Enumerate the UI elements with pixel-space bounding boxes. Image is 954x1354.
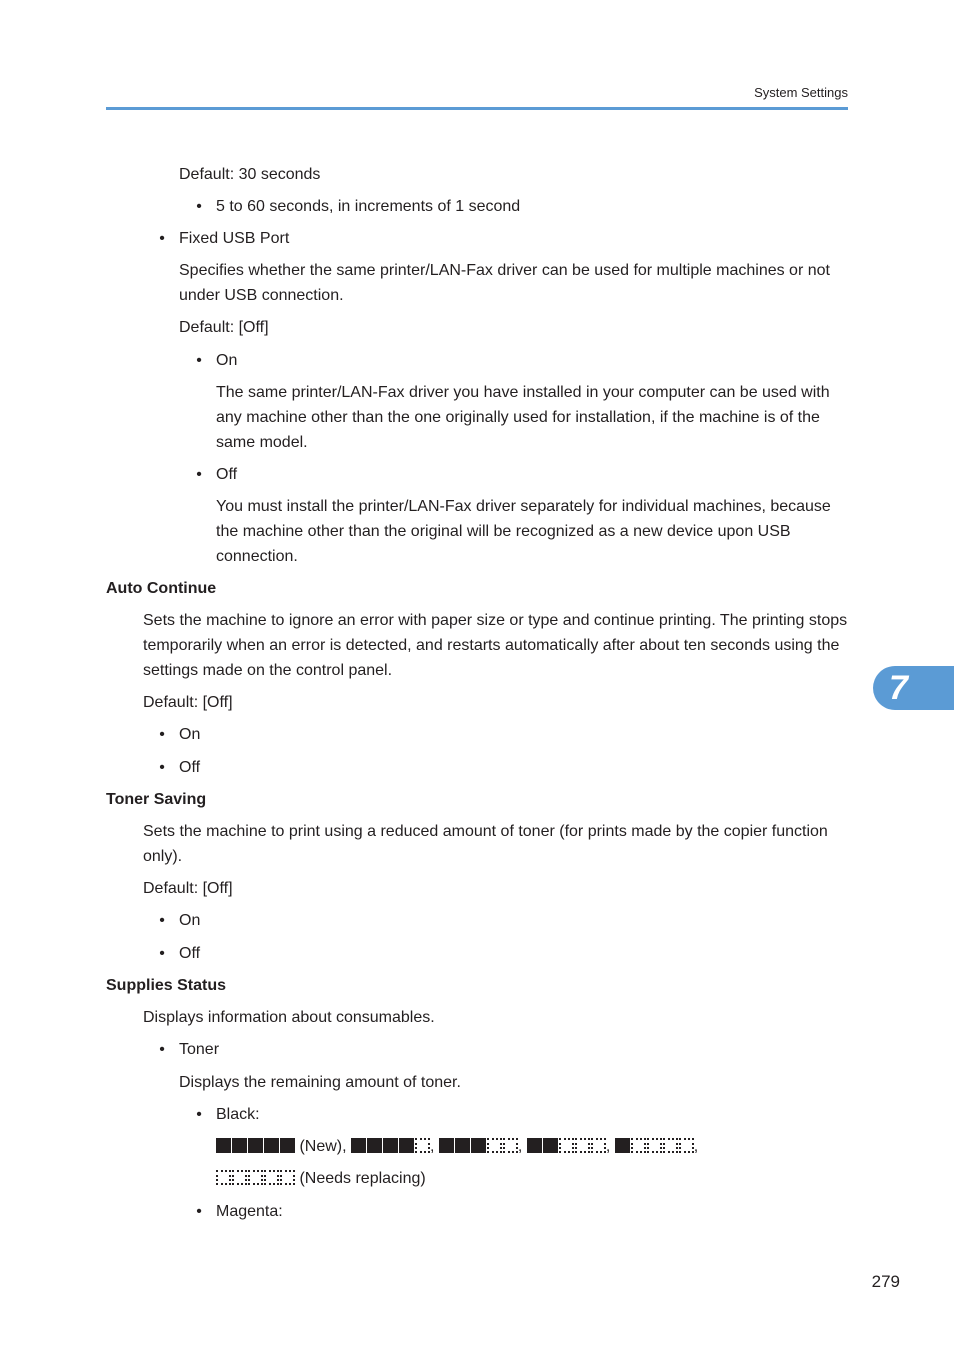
separator: , [430,1138,435,1155]
bullet-icon: • [159,230,165,247]
toner-filled-segment-icon [248,1138,263,1153]
paragraph-line: the machine other than the original will be recognized as a new device upon USB [216,523,791,540]
list-item: Black: [216,1106,260,1123]
default-value: Default: [Off] [143,694,233,711]
list-item: On [179,726,201,743]
paragraph-line: any machine other than the one originally used for installation, if the machine is of the [216,409,820,426]
separator: , [693,1138,699,1155]
toner-filled-segment-icon [455,1138,470,1153]
toner-empty-segment-icon [415,1138,430,1153]
toner-empty-segment-icon [679,1138,694,1153]
toner-filled-segment-icon [264,1138,279,1153]
list-item: On [216,352,238,369]
toner-empty-segment-icon [248,1170,263,1185]
list-item: On [179,912,201,929]
toner-empty-segment-icon [575,1138,590,1153]
paragraph-line: Specifies whether the same printer/LAN-Fax driver can be used for multiple machines or not [179,262,830,279]
paragraph-line: Displays information about consumables. [143,1009,435,1026]
list-item: Off [179,945,201,962]
needs-replacing-label: (Needs replacing) [299,1170,426,1187]
list-item: Fixed USB Port [179,230,290,247]
toner-gauge-icon [527,1138,606,1153]
toner-filled-segment-icon [399,1138,414,1153]
separator: , [605,1138,611,1155]
paragraph-line: same model. [216,434,308,451]
toner-empty-segment-icon [647,1138,662,1153]
toner-gauge-row-1 [216,1137,698,1157]
toner-gauge-icon [615,1138,694,1153]
paragraph-line: settings made on the control panel. [143,662,393,679]
toner-empty-segment-icon [216,1170,231,1185]
toner-empty-segment-icon [280,1170,295,1185]
paragraph-line: You must install the printer/LAN-Fax driver separately for individual machines, because [216,498,831,515]
paragraph-line: connection. [216,548,298,565]
default-value: Default: 30 seconds [179,166,321,183]
new-label: (New), [299,1138,347,1155]
toner-gauge-icon [216,1138,295,1153]
bullet-icon: • [159,945,165,962]
toner-empty-segment-icon [503,1138,518,1153]
toner-gauge-row-2 [216,1169,426,1189]
section-heading: Supplies Status [106,977,227,994]
paragraph-line: Sets the machine to ignore an error with paper size or type and continue printing. The printing stops [143,612,848,629]
section-heading: Auto Continue [106,580,217,597]
bullet-icon: • [159,912,165,929]
toner-gauge-icon [439,1138,518,1153]
default-value: Default: [Off] [143,880,233,897]
header-rule [106,107,848,110]
toner-filled-segment-icon [351,1138,366,1153]
toner-gauge-icon [216,1170,295,1185]
list-item: Off [216,466,238,483]
bullet-icon: • [196,1203,202,1220]
paragraph-line: temporarily when an error is detected, and restarts automatically after about ten seconds using the [143,637,840,654]
bullet-icon: • [159,759,165,776]
toner-empty-segment-icon [232,1170,247,1185]
toner-filled-segment-icon [280,1138,295,1153]
chapter-tab: 7 [873,666,954,710]
toner-filled-segment-icon [527,1138,542,1153]
paragraph-line: only). [143,848,183,865]
list-item: 5 to 60 seconds, in increments of 1 second [216,198,521,215]
list-item: Off [179,759,201,776]
toner-filled-segment-icon [615,1138,630,1153]
paragraph-line: Displays the remaining amount of toner. [179,1074,461,1091]
toner-empty-segment-icon [264,1170,279,1185]
default-value: Default: [Off] [179,319,269,336]
bullet-icon: • [196,352,202,369]
bullet-icon: • [196,1106,202,1123]
page-number: 279 [871,1272,900,1291]
toner-filled-segment-icon [543,1138,558,1153]
toner-empty-segment-icon [591,1138,606,1153]
running-header: System Settings [754,85,848,100]
paragraph-line: The same printer/LAN-Fax driver you have installed in your computer can be used with [216,384,830,401]
toner-empty-segment-icon [559,1138,574,1153]
toner-filled-segment-icon [439,1138,454,1153]
bullet-icon: • [159,1041,165,1058]
bullet-icon: • [196,466,202,483]
toner-filled-segment-icon [383,1138,398,1153]
bullet-icon: • [196,198,202,215]
bullet-icon: • [159,726,165,743]
list-item: Magenta: [216,1203,283,1220]
toner-filled-segment-icon [367,1138,382,1153]
toner-gauge-icon [351,1138,430,1153]
separator: , [517,1138,523,1155]
paragraph-line: under USB connection. [179,287,344,304]
toner-filled-segment-icon [471,1138,486,1153]
paragraph-line: Sets the machine to print using a reduced amount of toner (for prints made by the copier function [143,823,828,840]
section-heading: Toner Saving [106,791,207,808]
toner-empty-segment-icon [631,1138,646,1153]
toner-empty-segment-icon [487,1138,502,1153]
toner-filled-segment-icon [232,1138,247,1153]
toner-empty-segment-icon [663,1138,678,1153]
list-item: Toner [179,1041,220,1058]
toner-filled-segment-icon [216,1138,231,1153]
